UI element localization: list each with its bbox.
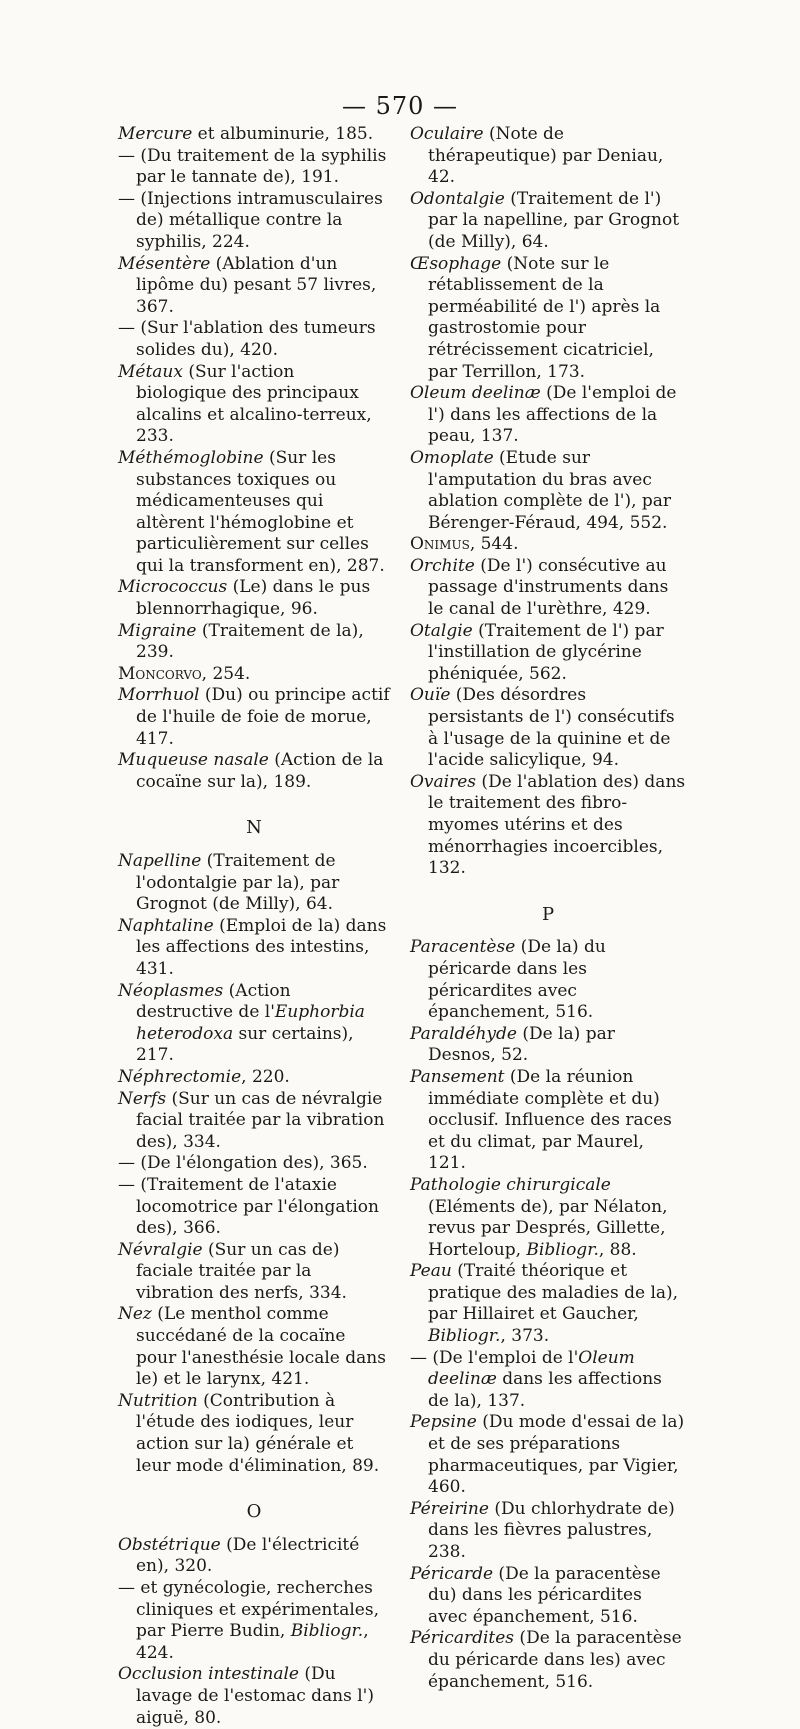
entry-headword: Nutrition <box>118 1390 198 1411</box>
index-entry <box>410 556 686 621</box>
entries-o <box>118 1535 390 1729</box>
entry-text: (Traitement de l') par l'instillation de glycérine phéniquée, 562. <box>428 620 664 684</box>
entries-o-cont <box>410 124 686 880</box>
index-entry <box>118 577 390 620</box>
entry-headword: Névralgie <box>118 1239 203 1260</box>
entry-headword: Mercure <box>118 124 193 144</box>
index-entry <box>118 1304 390 1390</box>
entry-text: (Le) dans le pus blennorrhagique, 96. <box>136 577 371 620</box>
entry-text: , 544. <box>469 534 519 555</box>
entry-text: — (Traitement de l'ataxie locomotrice par l'élongation des), 366. <box>118 1174 379 1239</box>
entry-author: Onimus <box>410 534 470 555</box>
entry-headword: Odontalgie <box>410 188 505 209</box>
page-number: — 570 — <box>341 92 459 120</box>
entry-headword: Euphorbia heterodoxa <box>136 1002 365 1044</box>
entry-text: (Sur un cas de) faciale traitée par la vibration des nerfs, 334. <box>136 1239 347 1303</box>
section-letter-o: O <box>246 1501 262 1523</box>
entry-text: , 220. <box>241 1066 290 1087</box>
entry-headword: Bibliogr. <box>428 1326 501 1347</box>
entry-headword: Oculaire <box>410 124 484 144</box>
index-entry <box>118 851 390 916</box>
entry-text: (Du) ou principe actif de l'huile de foie de morue, 417. <box>136 685 390 749</box>
index-entry <box>410 772 686 880</box>
entry-headword: Mésentère <box>118 253 211 274</box>
entry-headword: Napelline <box>118 851 202 871</box>
entry-text: (Le menthol comme succédané de la cocaïne pour l'anesthésie locale dans le) et le larynx, 421. <box>136 1304 386 1390</box>
index-entry <box>410 1067 686 1175</box>
entry-headword: Occlusion intestinale <box>118 1664 299 1685</box>
entry-headword: Paracentèse <box>410 937 516 958</box>
entry-text: , 424. <box>136 1621 369 1663</box>
entry-headword: Nerfs <box>118 1088 167 1109</box>
index-entry <box>410 1024 686 1067</box>
entry-headword: Œsophage <box>410 253 502 274</box>
entry-text: — et gynécologie, recherches cliniques et expérimentales, par Pierre Budin, <box>118 1578 379 1642</box>
entry-headword: Pepsine <box>410 1412 477 1433</box>
index-entry <box>118 981 390 1067</box>
index-entry <box>410 1499 686 1564</box>
index-entry <box>118 318 390 361</box>
index-entry <box>118 750 390 793</box>
index-entry <box>410 1564 686 1629</box>
entry-text: (De l'électricité en), 320. <box>136 1534 360 1577</box>
entry-text: sur certains), 217. <box>136 1023 354 1066</box>
entry-text: et albuminurie, 185. <box>192 124 374 144</box>
entry-headword: Pansement <box>410 1066 505 1087</box>
entry-text: (Traité théorique et pratique des maladies de la), par Hillairet et Gaucher, <box>428 1261 679 1325</box>
entry-text: (De la) du péricarde dans les péricardites avec épanchement, 516. <box>428 937 606 1023</box>
entry-text: (De la paracentèse du) dans les péricardites avec épanchement, 516. <box>428 1563 661 1627</box>
index-entry <box>410 254 686 384</box>
entry-headword: Omoplate <box>410 447 494 468</box>
entry-text: (De la) par Desnos, 52. <box>428 1023 615 1066</box>
index-entry <box>118 1391 390 1477</box>
index-entry <box>410 1628 686 1693</box>
entry-text: dans les affections de la), 137. <box>428 1369 662 1411</box>
entry-text: , 373. <box>500 1326 550 1347</box>
entry-text: (Ablation d'un lipôme du) pesant 57 livres, 367. <box>136 253 377 317</box>
entry-author: Moncorvo <box>118 663 202 684</box>
entry-headword: Obstétrique <box>118 1534 221 1555</box>
entry-text: (De l'emploi de l') dans les affections de la peau, 137. <box>428 383 677 447</box>
entry-text: (Traitement de l') par la napelline, par Grognot (de Milly), 64. <box>428 188 680 252</box>
index-entry <box>410 448 686 534</box>
entry-headword: Pathologie chirurgicale <box>410 1174 611 1195</box>
entry-text: (Du chlorhydrate de) dans les fièvres palustres, 238. <box>428 1498 675 1562</box>
index-entry <box>410 685 686 771</box>
index-entry <box>118 146 390 189</box>
entry-text: (Eléments de), par Nélaton, revus par Després, Gillette, Horteloup, <box>428 1196 668 1260</box>
entries-m <box>118 124 390 793</box>
entry-text: (Note de thérapeutique) par Deniau, 42. <box>428 124 664 188</box>
entry-headword: Micrococcus <box>118 577 228 598</box>
section-letter-p: P <box>541 903 555 925</box>
index-entry <box>118 1089 390 1154</box>
entry-text: (Des désordres persistants de l') consécutifs à l'usage de la quinine et de l'acide salicylique, 94. <box>428 685 675 771</box>
entry-text: (Sur l'action biologique des principaux alcalins et alcalino-terreux, 233. <box>136 361 372 447</box>
entry-headword: Oleum deelinæ <box>410 383 541 404</box>
entry-headword: Ouïe <box>410 685 451 706</box>
entry-text: (Traitement de la), 239. <box>136 620 364 663</box>
index-entry <box>410 189 686 254</box>
index-entry <box>118 1578 390 1664</box>
entries-p <box>410 937 686 1693</box>
entry-text: (Note sur le rétablissement de la perméabilité de l') après la gastrostomie pour rétrécissement cicatriciel, par Terrillon, 173. <box>428 253 661 382</box>
entry-headword: Naphtaline <box>118 915 214 936</box>
index-entry <box>118 1175 390 1240</box>
right-column <box>410 124 686 1693</box>
index-entry <box>118 685 390 750</box>
index-entry <box>118 189 390 254</box>
entry-text: (De l'ablation des) dans le traitement des fibro-myomes utérins et des ménorrhagies incoercibles, 132. <box>428 771 686 879</box>
entry-headword: Orchite <box>410 555 475 576</box>
index-entry <box>118 916 390 981</box>
index-entry <box>118 1664 390 1729</box>
index-entry <box>410 534 686 556</box>
entry-text: — (Sur l'ablation des tumeurs solides du), 420. <box>118 318 376 360</box>
entry-headword: Migraine <box>118 620 197 641</box>
index-entry <box>118 124 390 146</box>
entry-headword: Péricarde <box>410 1563 494 1584</box>
entry-text: (Sur les substances toxiques ou médicamenteuses qui altèrent l'hémoglobine et particulièrement sur celles qui la transforment en), 287. <box>136 447 385 576</box>
entry-text: (Emploi de la) dans les affections des intestins, 431. <box>136 915 387 979</box>
index-entry <box>410 621 686 686</box>
index-entry <box>118 1240 390 1305</box>
entry-headword: Peau <box>410 1261 452 1282</box>
index-entry <box>118 621 390 664</box>
entry-text: (Du lavage de l'estomac dans l') aiguë, 80. <box>136 1664 374 1728</box>
entry-headword: Néphrectomie <box>118 1066 242 1087</box>
index-entry <box>410 1348 686 1413</box>
index-entry <box>410 1412 686 1498</box>
entry-headword: Otalgie <box>410 620 473 641</box>
entry-headword: Métaux <box>118 361 183 382</box>
index-entry <box>118 254 390 319</box>
entry-text: — (Du traitement de la syphilis par le tannate de), 191. <box>118 145 387 188</box>
entry-text: — (Injections intramusculaires de) métallique contre la syphilis, 224. <box>118 188 383 252</box>
index-entry <box>410 937 686 1023</box>
entry-headword: Péreirine <box>410 1498 489 1519</box>
entry-text: (De l') consécutive au passage d'instruments dans le canal de l'urèthre, 429. <box>428 555 669 620</box>
section-letter-n: N <box>246 817 262 839</box>
index-entry <box>410 1261 686 1347</box>
entry-text: — (De l'élongation des), 365. <box>118 1153 368 1174</box>
entry-text: — (De l'emploi de l' <box>410 1347 579 1368</box>
entry-text: (Action destructive de l' <box>136 980 291 1023</box>
index-entry <box>118 448 390 578</box>
entry-headword: Nez <box>118 1304 152 1325</box>
entry-text: (Du mode d'essai de la) et de ses préparations pharmaceutiques, par Vigier, 460. <box>428 1412 685 1498</box>
entry-text: (Action de la cocaïne sur la), 189. <box>136 750 384 792</box>
entry-text: (Traitement de l'odontalgie par la), par Grognot (de Milly), 64. <box>136 851 340 915</box>
index-entry <box>410 383 686 448</box>
entries-n <box>118 851 390 1477</box>
entry-headword: Bibliogr. <box>290 1621 364 1642</box>
entry-headword: Néoplasmes <box>118 980 224 1001</box>
index-entry <box>410 124 686 189</box>
entry-headword: Péricardites <box>410 1628 515 1649</box>
entry-text: (De la paracentèse du péricarde dans les) avec épanchement, 516. <box>428 1628 682 1692</box>
entry-text: , 254. <box>201 663 251 684</box>
index-entry <box>118 1067 390 1089</box>
index-entry <box>118 1535 390 1578</box>
entry-text: (Sur un cas de névralgie facial traitée par la vibration des), 334. <box>136 1088 385 1152</box>
entry-headword: Oleum deelinæ <box>428 1347 635 1390</box>
index-entry <box>118 1153 390 1175</box>
entry-headword: Muqueuse nasale <box>118 750 269 771</box>
entry-text: (Contribution à l'étude des iodiques, leur action sur la) générale et leur mode d'élimination, 89. <box>136 1390 380 1476</box>
index-entry <box>118 362 390 448</box>
entry-headword: Ovaires <box>410 771 477 792</box>
entry-headword: Méthémoglobine <box>118 447 264 468</box>
entry-headword: Bibliogr. <box>526 1239 599 1260</box>
left-column <box>118 124 390 1729</box>
entry-text: (De la réunion immédiate complète et du) occlusif. Influence des races et du climat, par Maurel, 121. <box>428 1066 672 1174</box>
index-entry <box>410 1175 686 1261</box>
entry-text: , 88. <box>598 1239 637 1260</box>
entry-headword: Morrhuol <box>118 685 200 706</box>
entry-text: (Etude sur l'amputation du bras avec ablation complète de l'), par Bérenger-Féraud, 494, 552. <box>428 447 672 533</box>
entry-headword: Paraldéhyde <box>410 1023 517 1044</box>
index-entry <box>118 664 390 686</box>
